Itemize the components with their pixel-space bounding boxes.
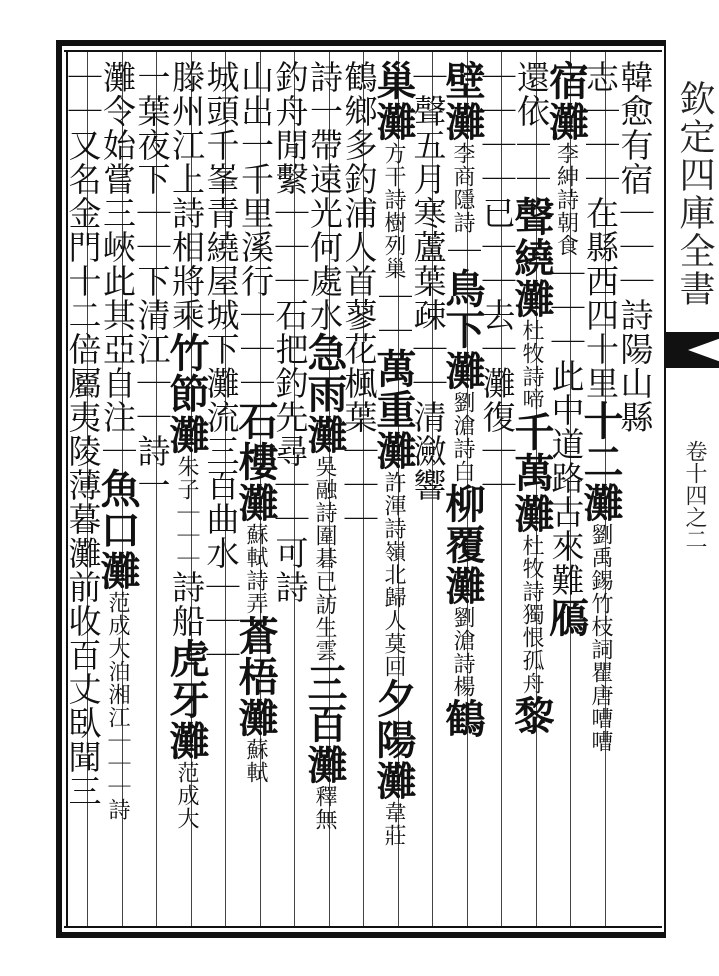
entry-text: 一葉夜下｜｜ [132, 60, 172, 264]
entry-heading: 柳覆灘 [439, 483, 486, 606]
entry-heading: 竹節灘 [163, 332, 210, 455]
entry-text: 去｜灘復｜｜ [477, 298, 517, 502]
entry-text: 韋莊 [381, 801, 406, 847]
entry-text: 范成大 [174, 761, 199, 830]
entry-text: 方干詩樹列巢 [381, 142, 406, 280]
page-spine [664, 40, 719, 938]
entry-heading: 壁灘 [439, 60, 486, 142]
entry-heading: 巢灘 [370, 60, 417, 142]
entry-text: ｜聲五月寒 [408, 60, 448, 230]
entry-heading: 聲繞灘 [508, 196, 555, 319]
entry-text: 杜牧詩啼 [519, 319, 544, 411]
entry-text: 詩一 [132, 434, 172, 502]
entry-text: 蘆葉疎 [408, 230, 448, 332]
entry-heading: 夕陽灘 [370, 678, 417, 801]
entry-heading: 三百灘 [301, 662, 348, 785]
entry-text: 石把釣先尋｜｜ [270, 298, 310, 536]
entry-text: 范成大泊湘江｜｜｜詩 [105, 591, 130, 821]
entry-text: 韓愈有宿 [615, 60, 655, 196]
entry-heading: 千萬灘 [508, 411, 555, 534]
entry-heading: 黎 [508, 695, 555, 736]
fish-tail-mark-icon [666, 330, 719, 370]
entry-text: 詩船 [167, 570, 206, 638]
entry-text: 釋無 [312, 785, 337, 831]
entry-text: 首蓼花楓葉｜｜｜ [339, 264, 379, 536]
entry-text: 滕州江上詩相將乘 [167, 60, 206, 332]
entry-text: ｜｜又名金門十二倍屬夷陵 [63, 60, 103, 468]
entry-text: ｜｜｜此中道路古來難 [546, 257, 586, 597]
entry-text: 蘇軾 [243, 738, 268, 784]
entry-text: 可詩 [270, 536, 310, 604]
book-title: 欽定四庫全書 [674, 80, 715, 308]
text-column [54, 60, 112, 920]
entry-text: 蘇軾詩弄 [243, 523, 268, 615]
entry-text: 山出一千里溪行｜｜｜ [236, 60, 275, 400]
entry-text: 朱子｜｜｜ [174, 455, 199, 570]
bottom-rule [64, 926, 662, 928]
entry-heading: 萬重灘 [370, 348, 417, 471]
entry-text: 詩一帶遠光何處水 [305, 60, 344, 332]
entry-text: ｜｜清瀲響 [408, 332, 448, 502]
entry-text: ｜｜｜詩陽山縣 [615, 196, 655, 434]
entry-heading: 鴈 [542, 597, 590, 638]
entry-text: 劉滄詩白 [450, 391, 475, 483]
entry-text: 李紳詩朝食 [553, 142, 579, 257]
entry-heading: 鶴 [439, 698, 486, 739]
entry-heading: 石樓灘 [232, 400, 279, 523]
volume-label: 卷十四之二 [682, 440, 707, 550]
entry-heading: 蒼梧灘 [232, 615, 279, 738]
entry-text: 志｜｜｜在縣西四十里 [581, 60, 620, 400]
entry-heading: 十二灘 [577, 400, 624, 523]
entry-heading: 鳥下灘 [439, 268, 486, 391]
entry-heading: 虎牙灘 [163, 638, 210, 761]
entry-heading: 魚口灘 [94, 468, 141, 591]
entry-text: 城頭千峯青繞屋城下灘流三百曲 [201, 60, 241, 536]
entry-text: 許渾詩嶺北歸人莫回 [381, 471, 406, 678]
entry-text: 杜牧詩獨恨孤舟 [519, 534, 544, 695]
entry-text: 還依｜｜ [512, 60, 551, 196]
entry-text: 灘令始嘗三峽此其亞自注｜ [98, 60, 137, 468]
entry-text: 劉禹錫竹枝詞瞿唐嘈嘈 [588, 523, 613, 753]
entry-text: 下清江｜｜ [132, 264, 172, 434]
entry-heading: 急雨灘 [301, 332, 348, 455]
entry-text: 釣舟閒繫｜｜｜ [270, 60, 310, 298]
entry-text: 水｜｜｜ [201, 536, 241, 672]
entry-text: 吳融詩圍碁已訪生雲 [312, 455, 337, 662]
entry-text: ｜ [443, 234, 482, 268]
entry-text: 劉滄詩楊 [450, 606, 475, 698]
entry-text: ｜｜｜｜ [477, 60, 517, 196]
entry-text: 已｜｜ [477, 196, 517, 298]
entry-heading: 宿灘 [542, 60, 590, 142]
entry-text: 李商隱詩 [450, 142, 475, 234]
entry-text: 鶴鄉多釣浦人 [339, 60, 379, 264]
entry-text: 薄暮灘前收百丈臥聞三 [63, 468, 103, 808]
entry-text: ｜｜ [374, 280, 413, 348]
